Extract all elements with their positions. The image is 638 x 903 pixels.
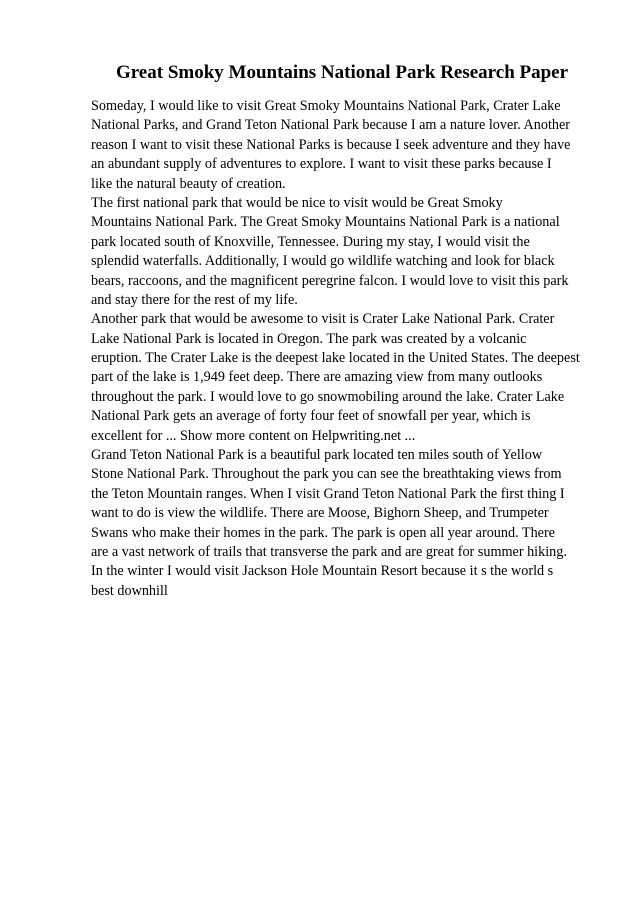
text-line: reason I want to visit these National Parks is because I seek adventure and they have xyxy=(91,136,571,153)
text-line: want to do is view the wildlife. There are Moose, Bighorn Sheep, and Trumpeter xyxy=(91,505,549,522)
text-line: Lake National Park is located in Oregon. The park was created by a volcanic xyxy=(91,330,527,347)
text-line: and stay there for the rest of my life. xyxy=(91,291,298,308)
text-line: splendid waterfalls. Additionally, I would go wildlife watching and look for black xyxy=(91,253,555,270)
text-line: bears, raccoons, and the magnificent peregrine falcon. I would love to visit this park xyxy=(91,272,569,289)
text-line: National Parks, and Grand Teton National Park because I am a nature lover. Another xyxy=(91,117,570,134)
text-line: throughout the park. I would love to go snowmobiling around the lake. Crater Lake xyxy=(91,388,565,405)
text-line: The first national park that would be nice to visit would be Great Smoky xyxy=(91,194,503,211)
text-line: eruption. The Crater Lake is the deepest lake located in the United States. The deepest xyxy=(91,350,580,367)
text-line: park located south of Knoxville, Tennessee. During my stay, I would visit the xyxy=(91,233,530,250)
text-line: part of the lake is 1,949 feet deep. There are amazing view from many outlooks xyxy=(91,369,543,386)
page-title: Great Smoky Mountains National Park Research Paper xyxy=(115,62,569,83)
text-line: the Teton Mountain ranges. When I visit Grand Teton National Park the first thing I xyxy=(91,485,565,502)
text-line: In the winter I would visit Jackson Hole Mountain Resort because it s the world s xyxy=(91,563,554,580)
essay-body xyxy=(91,97,601,601)
text-line: Someday, I would like to visit Great Smoky Mountains National Park, Crater Lake xyxy=(91,98,561,114)
text-line: National Park gets an average of forty four feet of snowfall per year, which is xyxy=(91,408,531,425)
text-line: like the natural beauty of creation. xyxy=(91,175,286,192)
text-line: Stone National Park. Throughout the park you can see the breathtaking views from xyxy=(91,466,562,483)
text-line: an abundant supply of adventures to explore. I want to visit these parks because I xyxy=(91,156,552,173)
text-line: Swans who make their homes in the park. The park is open all year around. There xyxy=(91,524,555,541)
text-line: excellent for ... Show more content on Helpwriting.net ... xyxy=(91,427,416,444)
text-line: Grand Teton National Park is a beautiful park located ten miles south of Yellow xyxy=(91,447,543,464)
text-line: Another park that would be awesome to visit is Crater Lake National Park. Crater xyxy=(91,311,555,328)
text-line: best downhill xyxy=(91,582,168,599)
text-line: are a vast network of trails that transverse the park and are great for summer hiking. xyxy=(91,543,567,560)
text-line: Mountains National Park. The Great Smoky Mountains National Park is a national xyxy=(91,214,560,231)
